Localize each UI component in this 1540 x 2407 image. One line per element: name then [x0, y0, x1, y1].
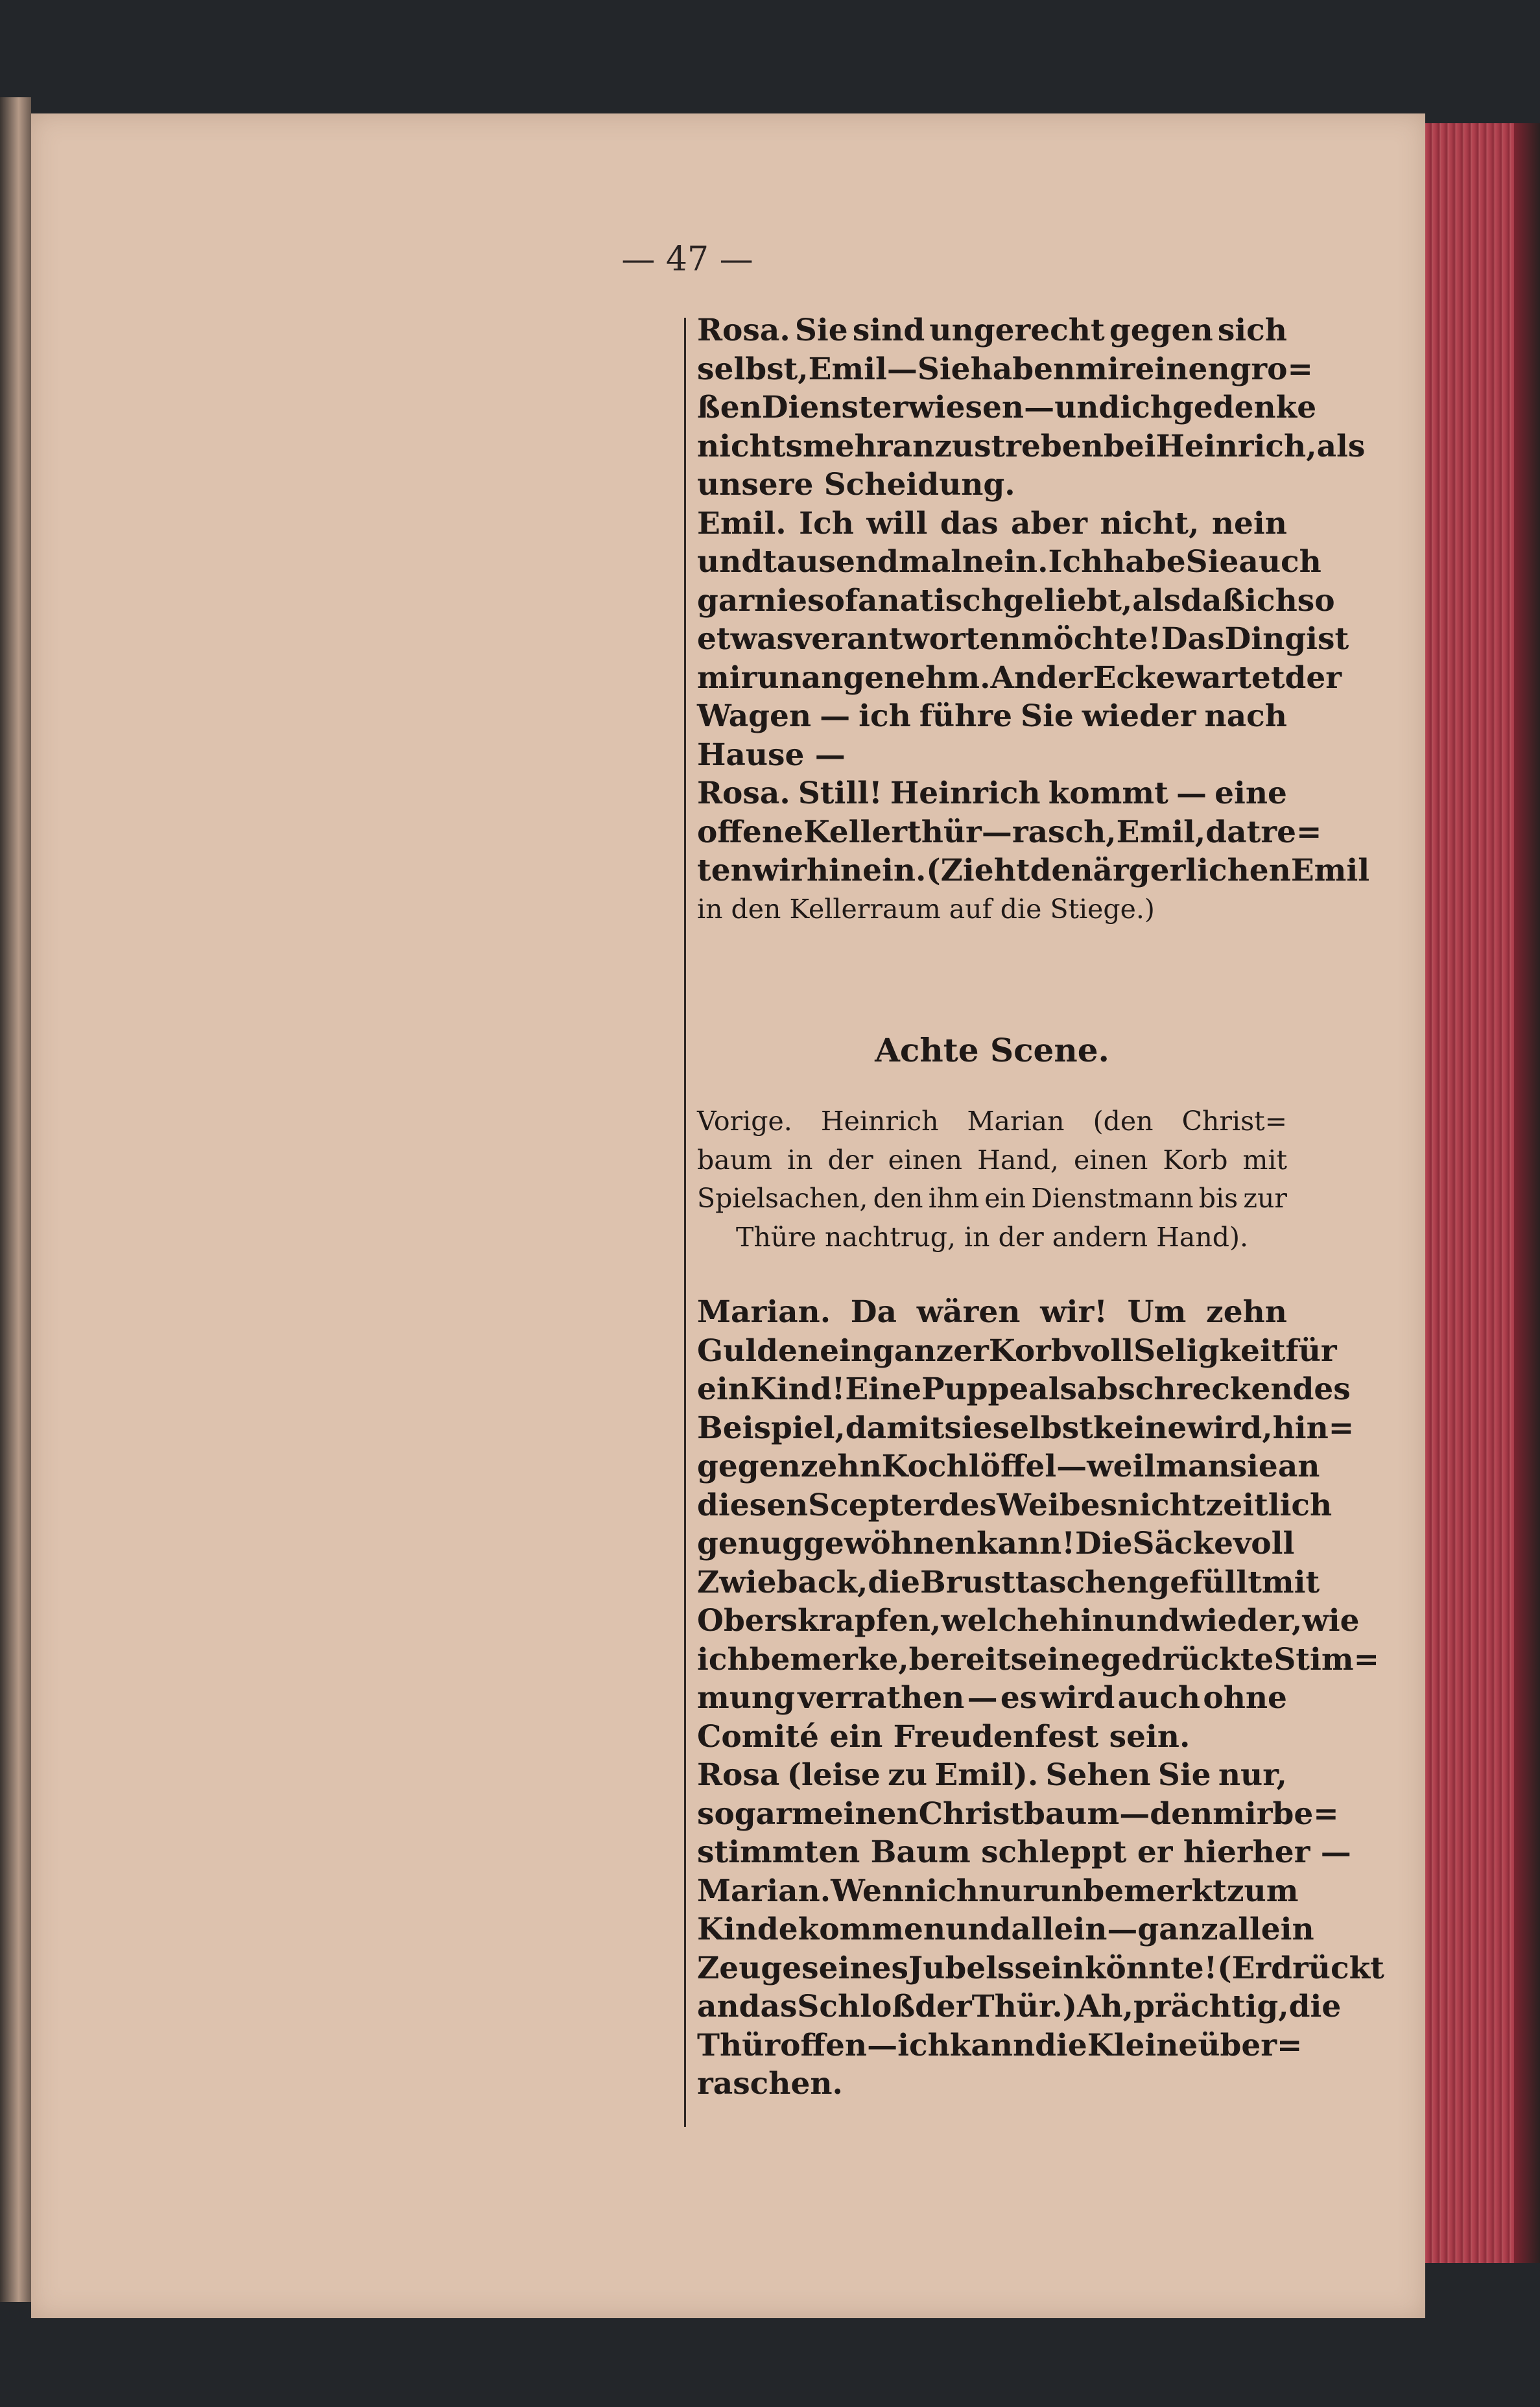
word: Still!: [798, 776, 883, 811]
word: Ecke: [1093, 659, 1176, 696]
word: sogar: [697, 1796, 792, 1832]
word: genug: [697, 1526, 803, 1561]
word: mehr: [803, 428, 893, 464]
word: nichts: [697, 428, 803, 464]
word: Um: [1127, 1294, 1187, 1330]
word: mir: [697, 659, 757, 696]
word: Ich: [1048, 544, 1104, 580]
text-line: stimmten Baum schleppt er hierher —: [697, 1834, 1351, 1870]
word: ungerecht: [929, 313, 1105, 348]
word: will: [866, 505, 928, 541]
word: nur,: [1218, 1757, 1287, 1793]
word: nicht,: [1100, 505, 1200, 541]
text-line: [697, 1602, 1360, 1641]
word: (Er: [1217, 1950, 1272, 1986]
word: nicht: [1117, 1487, 1206, 1523]
page-number: — 47 —: [621, 240, 753, 279]
word: wieder: [1082, 698, 1196, 734]
word: —: [820, 698, 851, 734]
word: (den: [1093, 1106, 1154, 1137]
word: Scepter: [808, 1487, 939, 1523]
word: wir!: [1040, 1294, 1108, 1330]
word: als: [1132, 582, 1181, 619]
word: haben: [970, 351, 1076, 387]
word: ßen: [697, 390, 762, 425]
word: tausendmal: [763, 544, 962, 580]
text-line: [697, 620, 1349, 659]
word: auch: [1117, 1680, 1201, 1716]
word: einen: [1135, 351, 1230, 387]
text-line: [697, 1795, 1339, 1834]
word: Wagen: [697, 698, 812, 734]
word: Seligkeit: [1133, 1333, 1286, 1369]
word: Säcke: [1132, 1526, 1233, 1561]
word: daß: [1181, 582, 1246, 619]
text-line: [697, 813, 1322, 852]
word: bei: [1103, 428, 1156, 464]
word: Marian.: [697, 1873, 831, 1909]
word: unangenehm.: [757, 659, 991, 696]
word: über=: [1198, 2027, 1303, 2063]
word: —: [981, 814, 1012, 850]
word: zur: [1243, 1183, 1287, 1214]
word: einen: [888, 1144, 963, 1176]
word: wird: [1039, 1680, 1115, 1716]
word: ärgerlichen: [1093, 853, 1291, 888]
word: mit: [1261, 1564, 1320, 1600]
word: so: [807, 582, 845, 619]
word: Kleine: [1087, 2027, 1198, 2063]
stage-direction-line: [697, 1141, 1287, 1180]
word: an: [1277, 1449, 1320, 1484]
word: —: [1119, 1796, 1150, 1832]
word: Ah,: [1076, 1989, 1133, 2024]
word: Heinrich: [890, 776, 1041, 811]
left-page-edge: [0, 97, 31, 2302]
word: zehn: [1206, 1294, 1287, 1330]
word: gewöhnen: [803, 1526, 977, 1561]
word: nie: [754, 582, 808, 619]
word: in: [787, 1144, 813, 1176]
word: ihm: [928, 1183, 980, 1214]
word: ein: [984, 1183, 1026, 1214]
text-line: [697, 659, 1342, 698]
word: Korb: [1163, 1144, 1228, 1176]
word: rasch,: [1012, 814, 1117, 850]
word: möchte!: [1021, 621, 1161, 657]
word: Zeuge: [697, 1950, 802, 1986]
word: die: [868, 1564, 921, 1600]
word: —: [1056, 1449, 1087, 1484]
word: kommen: [798, 1912, 946, 1947]
word: ein: [820, 1333, 873, 1369]
word: könnte!: [1084, 1950, 1218, 1986]
word: gegen: [697, 1449, 801, 1484]
text-line: [697, 1910, 1314, 1949]
word: Die: [1074, 1526, 1133, 1561]
word: Sie: [917, 351, 971, 387]
word: verrathen: [798, 1680, 965, 1716]
word: ich: [1120, 390, 1172, 425]
word: prächtig,: [1133, 1989, 1289, 2024]
text-line: [697, 1872, 1299, 1911]
word: wird,: [1187, 1410, 1273, 1446]
column-rule: [684, 318, 686, 2127]
word: erwiesen: [872, 390, 1025, 425]
word: Oberskrapfen,: [697, 1603, 942, 1639]
text-line: [697, 1949, 1384, 1988]
word: so: [1297, 582, 1335, 619]
word: zu: [888, 1757, 928, 1793]
word: Ich: [799, 505, 854, 541]
word: Gulden: [697, 1333, 820, 1369]
word: hin: [1058, 1603, 1115, 1639]
word: ich: [897, 2027, 950, 2063]
word: Sie: [794, 313, 848, 348]
word: wären: [916, 1294, 1021, 1330]
word: Vorige.: [697, 1106, 792, 1137]
word: zehn: [800, 1449, 882, 1484]
red-page-edges: [1425, 123, 1540, 2263]
word: allein: [1218, 1912, 1314, 1947]
word: tre=: [1246, 814, 1322, 850]
word: sich: [1217, 313, 1287, 348]
word: offen: [780, 2027, 868, 2063]
word: und: [697, 544, 763, 580]
word: nach: [1204, 698, 1287, 734]
text-line: [697, 427, 1366, 466]
text-line: [697, 1332, 1337, 1371]
word: Marian: [967, 1106, 1065, 1137]
word: nein: [1211, 505, 1287, 541]
text-line: [697, 582, 1335, 621]
word: nein.: [962, 544, 1048, 580]
word: aber: [1011, 505, 1088, 541]
text-line: raschen.: [697, 2066, 843, 2102]
word: ohne: [1203, 1680, 1287, 1716]
word: ich: [1245, 582, 1297, 619]
text-line: Comité ein Freudenfest sein.: [697, 1718, 1191, 1755]
text-column: [697, 311, 1384, 2104]
word: gedenke: [1172, 390, 1317, 425]
word: kommt: [1048, 776, 1168, 811]
word: des: [938, 1487, 997, 1523]
stage-direction-line: [697, 1102, 1287, 1141]
word: Dienstmann: [1031, 1183, 1194, 1214]
text-line: unsere Scheidung.: [697, 467, 1015, 503]
word: und: [1054, 390, 1120, 425]
word: allein: [1011, 1912, 1108, 1947]
word: Da: [850, 1294, 897, 1330]
word: bemerke,: [749, 1641, 909, 1678]
word: Rosa.: [697, 776, 790, 811]
word: mir: [1075, 351, 1135, 387]
word: mung: [697, 1680, 795, 1716]
word: seines: [801, 1950, 908, 1986]
word: offene: [697, 814, 803, 850]
word: verantworten: [794, 621, 1021, 657]
word: Kellerthür: [803, 814, 982, 850]
text-line: [697, 1641, 1379, 1679]
word: keine: [1093, 1410, 1187, 1446]
word: wieder,: [1179, 1603, 1303, 1639]
text-line: [697, 1370, 1351, 1409]
word: zum: [1226, 1873, 1299, 1909]
word: weil: [1087, 1449, 1156, 1484]
word: der: [1036, 659, 1093, 696]
word: Emil,: [1116, 814, 1206, 850]
text-line: [697, 1486, 1333, 1525]
word: selbst,: [697, 351, 809, 387]
stage-direction-line: [697, 1180, 1287, 1218]
word: Spielsachen,: [697, 1183, 868, 1214]
word: bereits: [908, 1641, 1028, 1678]
text-line: [697, 1756, 1287, 1795]
word: Heinrich,: [1155, 428, 1317, 464]
word: selbst: [992, 1410, 1093, 1446]
word: habe: [1103, 544, 1186, 580]
word: das: [739, 1989, 798, 2024]
word: Christ=: [1181, 1106, 1287, 1137]
word: mir: [1213, 1796, 1273, 1832]
text-line: [697, 311, 1287, 350]
word: unbemerkt: [1039, 1873, 1227, 1909]
word: es: [1000, 1680, 1037, 1716]
word: Weibes: [997, 1487, 1118, 1523]
text-line: [697, 388, 1317, 427]
word: meinen: [791, 1796, 919, 1832]
text-line: [697, 1563, 1320, 1602]
word: ganzer: [873, 1333, 989, 1369]
text-line: [697, 1447, 1320, 1486]
word: ganz: [1137, 1912, 1218, 1947]
word: gar: [697, 582, 755, 619]
word: anzustreben: [892, 428, 1104, 464]
word: sie: [944, 1410, 993, 1446]
word: (Zieht: [926, 853, 1030, 888]
word: wir: [752, 853, 807, 888]
word: —: [1176, 776, 1207, 811]
word: Emil: [1290, 853, 1370, 888]
text-line: [697, 1987, 1342, 2026]
word: An: [990, 659, 1037, 696]
word: Thür: [697, 2027, 781, 2063]
word: wie: [1302, 1603, 1360, 1639]
word: an: [697, 1989, 739, 2024]
word: kann: [949, 2027, 1036, 2063]
word: Dienst: [761, 390, 873, 425]
word: damit: [845, 1410, 945, 1446]
word: gedrückte: [1100, 1641, 1274, 1678]
word: führe: [919, 698, 1013, 734]
spacer: [697, 1257, 1287, 1293]
word: gefüllt: [1148, 1564, 1262, 1600]
word: Das: [1161, 621, 1225, 657]
word: auch: [1238, 544, 1321, 580]
word: da: [1205, 814, 1247, 850]
word: und: [945, 1912, 1012, 1947]
word: ich: [859, 698, 911, 734]
word: ich: [926, 1873, 978, 1909]
word: Puppe: [921, 1371, 1029, 1407]
word: —: [867, 2027, 898, 2063]
word: ist: [1306, 621, 1349, 657]
word: Ding: [1224, 621, 1307, 657]
word: Hand,: [977, 1144, 1059, 1176]
word: gro=: [1229, 351, 1313, 387]
word: hin=: [1272, 1410, 1355, 1446]
word: Kochlöffel: [881, 1449, 1057, 1484]
word: Sehen: [1045, 1757, 1151, 1793]
word: der: [915, 1989, 972, 2024]
word: welche: [941, 1603, 1059, 1639]
text-line: [697, 350, 1313, 389]
word: ein: [697, 1371, 750, 1407]
word: Marian.: [697, 1294, 831, 1330]
word: Kinde: [697, 1912, 798, 1947]
word: Sie: [1157, 1757, 1211, 1793]
word: den: [1030, 853, 1093, 888]
word: den: [873, 1183, 923, 1214]
scene-heading: Achte Scene.: [875, 1031, 1109, 1069]
word: baum: [697, 1144, 772, 1176]
word: einen: [1073, 1144, 1148, 1176]
word: Sie: [1021, 698, 1074, 734]
text-line: Hause —: [697, 737, 846, 773]
word: nur: [978, 1873, 1039, 1909]
word: Rosa: [697, 1757, 780, 1793]
word: hinein.: [806, 853, 927, 888]
word: abschreckendes: [1077, 1371, 1351, 1407]
word: Rosa.: [697, 313, 790, 348]
word: drückt: [1271, 1950, 1384, 1986]
word: zeitlich: [1205, 1487, 1333, 1523]
word: als: [1028, 1371, 1078, 1407]
word: man: [1155, 1449, 1230, 1484]
word: Emil: [808, 351, 887, 387]
word: Brusttaschen: [920, 1564, 1149, 1600]
word: Eine: [845, 1371, 922, 1407]
word: —: [1024, 390, 1055, 425]
word: eine: [1028, 1641, 1100, 1678]
word: geliebt,: [1002, 582, 1133, 619]
word: sind: [852, 313, 925, 348]
text-line: [697, 851, 1370, 890]
text-line: [697, 1293, 1287, 1332]
word: wartet: [1175, 659, 1285, 696]
word: voll: [1233, 1526, 1295, 1561]
text-line: [697, 697, 1287, 736]
word: —: [967, 1680, 998, 1716]
text-line: [697, 1679, 1287, 1718]
text-line: [697, 1409, 1355, 1448]
word: etwas: [697, 621, 794, 657]
word: Emil).: [934, 1757, 1039, 1793]
word: das: [940, 505, 999, 541]
text-line: [697, 504, 1287, 543]
word: Jubels: [908, 1950, 1015, 1986]
word: (leise: [787, 1757, 881, 1793]
word: sie: [1229, 1449, 1278, 1484]
text-line: in den Kellerraum auf die Stiege.): [697, 893, 1155, 925]
word: Thür.): [971, 1989, 1077, 2024]
word: diesen: [697, 1487, 809, 1523]
word: —: [1107, 1912, 1138, 1947]
word: Stim=: [1273, 1641, 1379, 1678]
word: ten: [697, 853, 753, 888]
word: und: [1114, 1603, 1180, 1639]
word: kann!: [976, 1526, 1075, 1561]
text-line: [697, 774, 1287, 813]
word: für: [1285, 1333, 1337, 1369]
word: der: [1285, 659, 1342, 696]
word: sein: [1014, 1950, 1085, 1986]
word: gegen: [1109, 313, 1213, 348]
text-line: [697, 1524, 1295, 1563]
word: Emil.: [697, 505, 787, 541]
word: voll: [1072, 1333, 1134, 1369]
word: Kind!: [750, 1371, 846, 1407]
word: der: [827, 1144, 873, 1176]
word: Schloß: [797, 1989, 916, 2024]
word: Zwieback,: [697, 1564, 868, 1600]
word: Wenn: [831, 1873, 927, 1909]
word: eine: [1214, 776, 1287, 811]
word: —: [886, 351, 918, 387]
word: die: [1035, 2027, 1087, 2063]
word: Sie: [1185, 544, 1239, 580]
text-line: [697, 543, 1321, 582]
word: fanatisch: [844, 582, 1003, 619]
word: Christbaum: [918, 1796, 1120, 1832]
text-line: [697, 2026, 1303, 2065]
word: als: [1316, 428, 1366, 464]
stage-direction-line: Thüre nachtrug, in der andern Hand).: [735, 1221, 1249, 1253]
word: bis: [1198, 1183, 1238, 1214]
word: die: [1288, 1989, 1342, 2024]
word: Beispiel,: [697, 1410, 846, 1446]
word: ich: [697, 1641, 750, 1678]
word: be=: [1272, 1796, 1339, 1832]
word: den: [1150, 1796, 1213, 1832]
word: mit: [1242, 1144, 1287, 1176]
word: Korb: [988, 1333, 1072, 1369]
word: Heinrich: [820, 1106, 939, 1137]
